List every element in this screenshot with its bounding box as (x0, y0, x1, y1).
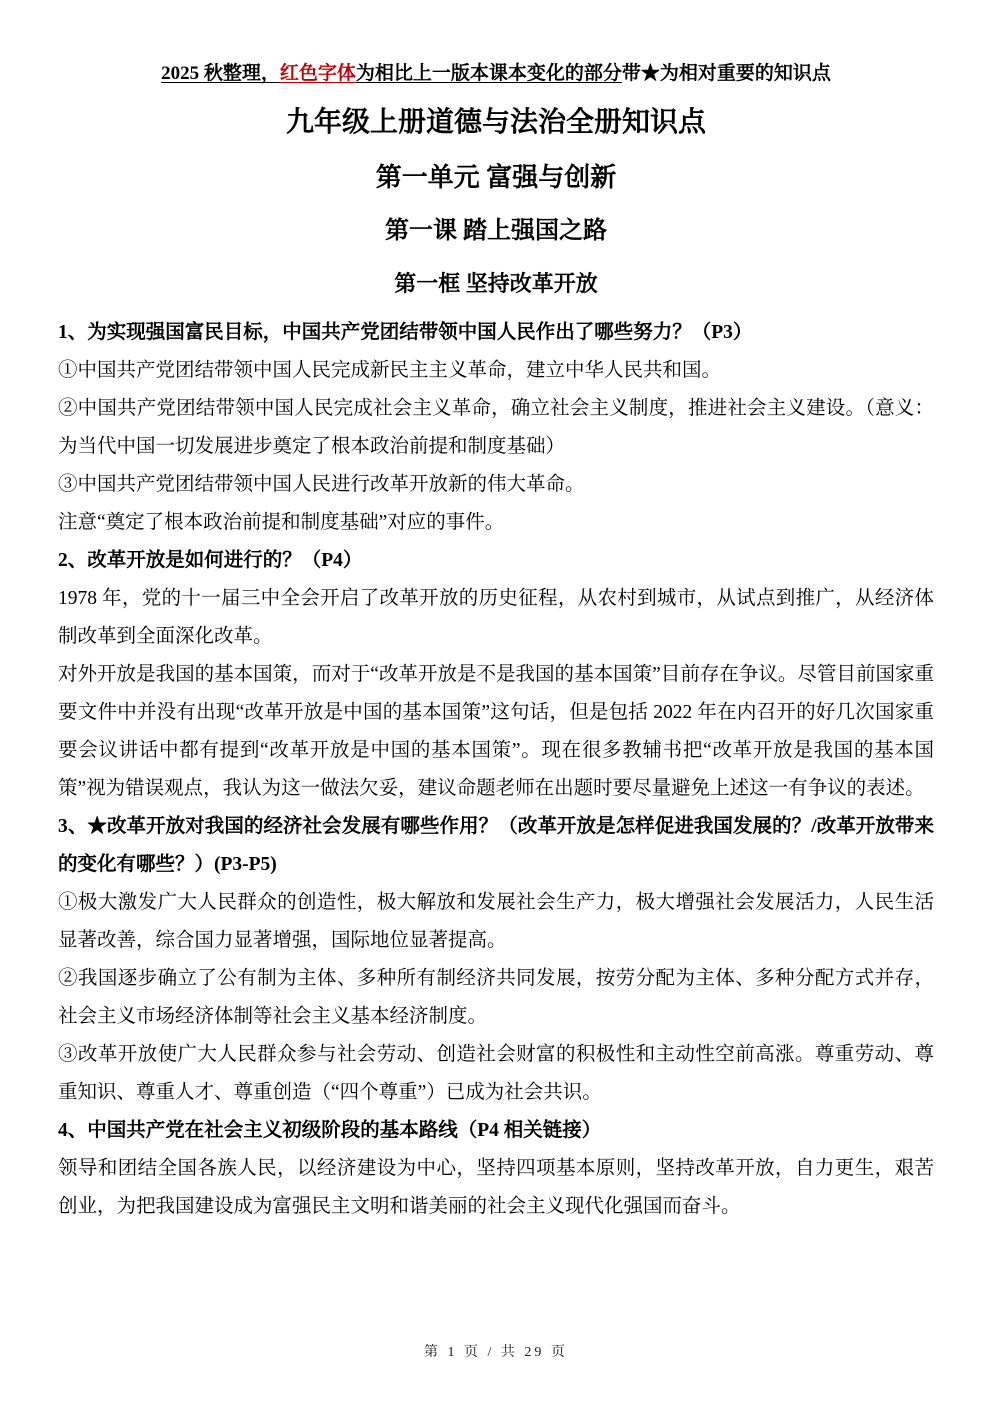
header-note-prefix: 2025 秋整理， (161, 63, 280, 84)
answer-paragraph: ②我国逐步确立了公有制为主体、多种所有制经济共同发展，按劳分配为主体、多种分配方式并存，社会主义市场经济体制等社会主义基本经济制度。 (58, 968, 934, 1027)
document-body (58, 314, 934, 1226)
answer-paragraph: ③中国共产党团结带领中国人民进行改革开放新的伟大革命。 (58, 474, 585, 495)
answer-paragraph: 注意“奠定了根本政治前提和制度基础”对应的事件。 (58, 512, 505, 533)
question-heading: 1、为实现强国富民目标，中国共产党团结带领中国人民作出了哪些努力？（P3） (58, 322, 753, 343)
unit-title: 第一单元 富强与创新 (375, 163, 617, 192)
header-note-tail: 带★为相对重要的知识点 (621, 63, 831, 84)
answer-paragraph: 领导和团结全国各族人民，以经济建设为中心，坚持四项基本原则，坚持改革开放，自力更生，艰苦创业，为把我国建设成为富强民主文明和谐美丽的社会主义现代化强国而奋斗。 (58, 1158, 934, 1217)
question-heading: 4、中国共产党在社会主义初级阶段的基本路线（P4 相关链接） (58, 1120, 602, 1141)
answer-paragraph: 对外开放是我国的基本国策，而对于“改革开放是不是我国的基本国策”目前存在争议。尽管目前国家重要文件中并没有出现“改革开放是中国的基本国策”这句话，但是包括 2022 年在内召开的好几次国家重要会议讲话中都有提到“改革开放是中国的基本国策”。现在很多教辅书把“改革开放是我国的基本国策”视为错误观点，我认为这一做法欠妥，建议命题老师在出题时要尽量避免上述这一有争议的表述。 (58, 664, 934, 799)
question-heading: 2、改革开放是如何进行的？（P4） (58, 550, 363, 571)
header-note-middle: 为相比上一版本课本变化的部分 (355, 63, 622, 84)
qa-section-1 (58, 314, 934, 542)
answer-paragraph: 1978 年，党的十一届三中全会开启了改革开放的历史征程，从农村到城市，从试点到推广，从经济体制改革到全面深化改革。 (58, 588, 934, 647)
header-note (58, 58, 934, 90)
answer-paragraph: ③改革开放使广大人民群众参与社会劳动、创造社会财富的积极性和主动性空前高涨。尊重劳动、尊重知识、尊重人才、尊重创造（“四个尊重”）已成为社会共识。 (58, 1044, 934, 1103)
frame-title: 第一框 坚持改革开放 (394, 271, 598, 296)
answer-paragraph: ①中国共产党团结带领中国人民完成新民主主义革命，建立中华人民共和国。 (58, 360, 722, 381)
qa-section-4 (58, 1112, 934, 1226)
answer-paragraph: ①极大激发广大人民群众的创造性，极大解放和发展社会生产力，极大增强社会发展活力，人民生活显著改善，综合国力显著增强，国际地位显著提高。 (58, 892, 934, 951)
doc-title: 九年级上册道德与法治全册知识点 (285, 107, 706, 138)
qa-section-2 (58, 542, 934, 808)
question-heading: 3、★改革开放对我国的经济社会发展有哪些作用？（改革开放是怎样促进我国发展的？/改革开放带来的变化有哪些？）(P3-P5) (58, 816, 934, 875)
header-note-red-text: 红色字体 (279, 63, 356, 84)
lesson-title: 第一课 踏上强国之路 (385, 218, 607, 244)
qa-section-3 (58, 808, 934, 1112)
page-number: 第 1 页 / 共 29 页 (424, 1345, 568, 1360)
answer-paragraph: ②中国共产党团结带领中国人民完成社会主义革命，确立社会主义制度，推进社会主义建设。（意义：为当代中国一切发展进步奠定了根本政治前提和制度基础） (58, 398, 934, 457)
